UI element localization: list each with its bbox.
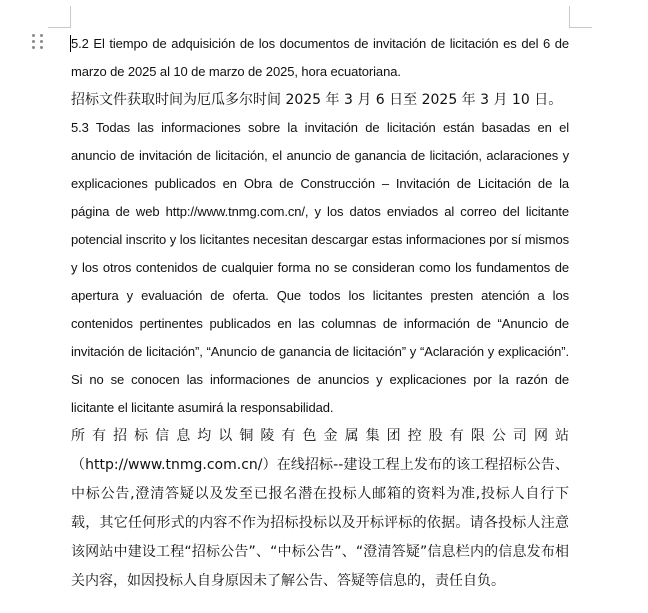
crop-mark-top-left-horizontal <box>48 27 70 28</box>
crop-mark-top-right-horizontal <box>570 27 592 28</box>
paragraph-5-2-chinese: 招标文件获取时间为厄瓜多尔时间 2025 年 3 月 6 日至 2025 年 3 月 10 日。 <box>71 92 563 108</box>
paragraph-drag-handle-icon[interactable] <box>32 34 44 48</box>
crop-mark-top-left-vertical <box>70 6 71 28</box>
paragraph-5-2: 5.2 El tiempo de adquisición de los documentos de invitación de licitación es del 6 de marzo de 2025 al 10 de marzo de 2025, hora ecuatoriana. <box>71 36 569 79</box>
crop-mark-top-right-vertical <box>569 6 570 28</box>
paragraph-5-3: 5.3 Todas las informaciones sobre la invitación de licitación están basadas en el anuncio de invitación de licitación, el anuncio de ganancia de licitación, aclaraciones y explicaciones publicados en Obra de Construcción – Invitación de Licitación de la página de web http://www.tnmg.com.cn/, y los datos enviados al correo del licitante potencial inscrito y los licitantes necesitan descargar estas informaciones por sí mismos y los otros contenidos de cualquier forma no se consideran como los fundamentos de apertura y evaluación de oferta. Que todos los licitantes presten atención a los contenidos pertinentes publicados en las columnas de información de “Anuncio de invitación de licitación”, “Anuncio de ganancia de licitación” y “Aclaración y explicación”. Si no se conocen las informaciones de anuncios y explicaciones por la razón de licitante el licitante asumirá la responsabilidad. <box>71 120 569 415</box>
paragraph-5-3-chinese: 所有招标信息均以铜陵有色金属集团控股有限公司网站（http://www.tnmg.com.cn/）在线招标--建设工程上发布的该工程招标公告、中标公告,澄清答疑以及发至已报名潜在投标人邮箱的资料为准,投标人自行下载，其它任何形式的内容不作为招标投标以及开标评标的依据。请各投标人注意该网站中建设工程“招标公告”、“中标公告”、“澄清答疑”信息栏内的信息发布相关内容，如因投标人自身原因未了解公告、答疑等信息的，责任自负。 <box>71 428 569 589</box>
document-body[interactable] <box>71 30 569 596</box>
